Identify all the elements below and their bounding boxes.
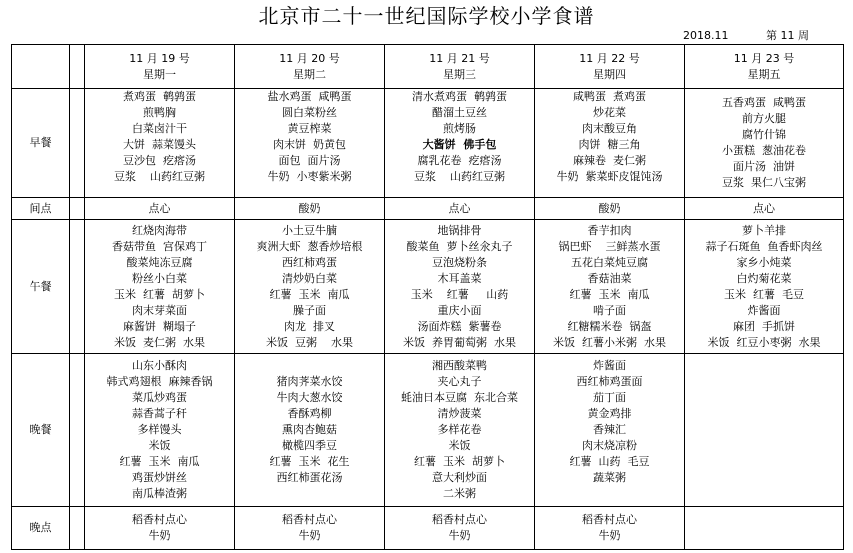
spacer-cell <box>70 198 85 220</box>
dish-item: 腐竹什锦 <box>742 128 786 141</box>
dish-item: 香酥鸡柳 <box>287 407 332 420</box>
dish-item: 稻香村点心 <box>282 513 337 526</box>
dish-item: 豆浆 山药红豆粥 <box>414 170 505 183</box>
dish-item: 肉末烧凉粉 <box>582 439 637 452</box>
dish-item: 地锅排骨 <box>437 223 482 237</box>
dish-item: 清炒奶白菜 <box>282 271 337 285</box>
dish-item: 香芋扣肉 <box>587 223 632 237</box>
dish-item: 咸鸭蛋 煮鸡蛋 <box>573 90 646 103</box>
snack-pm-cell <box>535 507 685 550</box>
dish-item: 猪肉荠菜水饺 <box>276 375 343 388</box>
dish-item: 红薯 玉米 南瓜 <box>569 287 650 301</box>
dish-item: 黄金鸡排 <box>587 407 632 420</box>
dish-item: 红薯 玉米 南瓜 <box>269 287 350 301</box>
dish-item: 二米粥 <box>443 487 476 500</box>
dish-item <box>235 486 384 502</box>
dish-item: 盐水鸡蛋 咸鸭蛋 <box>267 90 352 103</box>
dish-item: 臊子面 <box>293 303 326 317</box>
dish-item: 牛奶 <box>298 529 321 542</box>
dish-item: 红薯 玉米 南瓜 <box>119 455 200 468</box>
page-title: 北京市二十一世纪国际学校小学食谱 <box>258 4 595 28</box>
day-weekday: 星期二 <box>293 67 326 81</box>
dish-item: 红薯 山药 毛豆 <box>569 455 650 468</box>
lunch-cell <box>535 220 685 354</box>
day-date: 11 月 21 号 <box>429 51 490 65</box>
lunch-cell <box>385 220 535 354</box>
dish-item: 茄丁面 <box>593 391 626 404</box>
dish-item: 炸酱面 <box>593 359 626 372</box>
dish-item: 南瓜棒渣粥 <box>132 487 187 500</box>
meal-label-snack-am: 间点 <box>12 198 70 220</box>
meal-label-lunch: 午餐 <box>12 220 70 354</box>
dish-item: 小土豆牛腩 <box>282 223 337 237</box>
dish-item: 麻酱饼 糊塌子 <box>123 319 196 333</box>
dish-item <box>235 358 384 374</box>
day-weekday: 星期四 <box>593 67 626 81</box>
dish-item: 麻团 手抓饼 <box>733 319 795 333</box>
corner-cell <box>12 45 70 89</box>
dish-item: 米饭 <box>448 439 471 452</box>
menu-table <box>11 44 844 550</box>
day-date: 11 月 22 号 <box>579 51 640 65</box>
dish-item: 萝卜羊排 <box>742 223 786 237</box>
snack-pm-cell <box>385 507 535 550</box>
dish-item: 汤面炸糕 紫薯卷 <box>417 319 502 333</box>
breakfast-cell <box>685 89 844 198</box>
lunch-cell <box>685 220 844 354</box>
snack-am-row <box>12 198 844 220</box>
dish-item: 牛肉大葱水饺 <box>276 391 343 404</box>
day-date: 11 月 23 号 <box>733 51 795 65</box>
dish-item: 白灼菊花菜 <box>736 271 792 285</box>
dish-item: 牛奶 小枣紫米粥 <box>267 170 352 183</box>
dish-item: 蒜香蒿子秆 <box>132 407 187 420</box>
dish-item: 玉米 红薯 胡萝卜 <box>114 287 205 301</box>
breakfast-cell <box>85 89 235 198</box>
spacer-cell <box>70 220 85 354</box>
dish-item: 米饭 麦仁粥 水果 <box>114 335 205 349</box>
dish-item: 香菇油菜 <box>587 271 632 285</box>
dish-item: 山东小酥肉 <box>132 359 187 372</box>
dish-item: 湘西酸菜鸭 <box>432 359 487 372</box>
dish-item: 西红柿鸡蛋面 <box>576 375 643 388</box>
dinner-cell <box>85 354 235 507</box>
dish-item: 酸菜炖冻豆腐 <box>126 255 193 269</box>
dish-item: 木耳盖菜 <box>437 271 482 285</box>
dinner-row <box>12 354 844 507</box>
dish-item: 稻香村点心 <box>432 513 487 526</box>
dish-item: 多样馒头 <box>137 423 182 436</box>
dish-item: 红薯 玉米 胡萝卜 <box>414 455 505 468</box>
day-weekday: 星期一 <box>143 67 176 81</box>
dish-item: 锅巴虾 三鲜蒸水蛋 <box>558 239 661 253</box>
dish-item: 肉末饼 奶黄包 <box>273 138 346 151</box>
dish-item: 牛奶 <box>598 529 621 542</box>
dish-item: 鸡蛋炒饼丝 <box>132 471 187 484</box>
dish-item: 多样花卷 <box>437 423 482 436</box>
lunch-cell <box>235 220 385 354</box>
day-header <box>235 45 385 89</box>
dish-item: 豆泡烧粉条 <box>432 255 487 269</box>
breakfast-row <box>12 89 844 198</box>
meal-label-dinner: 晚餐 <box>12 354 70 507</box>
dish-item: 意大利炒面 <box>432 471 487 484</box>
breakfast-cell <box>385 89 535 198</box>
dish-item: 蚝油日本豆腐 东北合菜 <box>401 391 518 404</box>
dish-item: 豆沙包 疙瘩汤 <box>123 154 196 167</box>
dish-item: 前方火腿 <box>742 112 786 125</box>
dish-item: 白菜卤汁干 <box>132 122 187 135</box>
dish-item: 粉丝小白菜 <box>132 271 187 285</box>
dish-item: 牛奶 紫菜虾皮馄饨汤 <box>556 170 663 183</box>
dish-item: 小蛋糕 葱油花卷 <box>722 144 806 157</box>
day-header <box>385 45 535 89</box>
meal-label-breakfast: 早餐 <box>12 89 70 198</box>
dish-item: 香菇带鱼 宫保鸡丁 <box>112 239 207 253</box>
dish-item: 夹心丸子 <box>437 375 482 388</box>
dish-item: 豆浆 果仁八宝粥 <box>722 176 806 189</box>
dish-item: 家乡小炖菜 <box>736 255 792 269</box>
dish-item: 腐乳花卷 疙瘩汤 <box>417 154 502 167</box>
dish-item: 五香鸡蛋 咸鸭蛋 <box>722 96 806 109</box>
dinner-cell <box>235 354 385 507</box>
dish-item: 煎鸭胸 <box>143 106 176 119</box>
dish-item: 米饭 红豆小枣粥 水果 <box>707 335 821 349</box>
dish-item: 肉饼 糖三角 <box>578 138 641 151</box>
snack-pm-cell <box>685 507 844 550</box>
dish-item: 麻辣卷 麦仁粥 <box>573 154 646 167</box>
dish-item: 米饭 豆粥 水果 <box>266 335 353 349</box>
snack-am-cell: 酸奶 <box>235 198 385 220</box>
day-header <box>535 45 685 89</box>
dish-item: 煮鸡蛋 鹌鹑蛋 <box>123 90 196 103</box>
dish-item: 炒花菜 <box>593 106 626 119</box>
dish-item: 牛奶 <box>148 529 171 542</box>
dish-item: 米饭 红薯小米粥 水果 <box>553 335 666 349</box>
day-date: 11 月 19 号 <box>129 51 190 65</box>
dish-item: 大酱饼 佛手包 <box>422 138 497 151</box>
dish-item: 重庆小面 <box>437 303 482 317</box>
dish-item: 爽洲大虾 葱香炒培根 <box>256 239 363 253</box>
dish-item: 面片汤 油饼 <box>733 160 795 173</box>
header-row <box>12 45 844 89</box>
dish-item: 醋溜土豆丝 <box>432 106 487 119</box>
meal-label-snack-pm: 晚点 <box>12 507 70 550</box>
dish-item: 黄豆榨菜 <box>287 122 332 135</box>
snack-am-cell: 点心 <box>685 198 844 220</box>
dinner-cell <box>385 354 535 507</box>
day-header <box>85 45 235 89</box>
dish-item: 蔬菜粥 <box>593 471 626 484</box>
dish-item: 豆浆 山药红豆粥 <box>114 170 205 183</box>
breakfast-cell <box>535 89 685 198</box>
dish-item: 米饭 养胃葡萄粥 水果 <box>403 335 516 349</box>
dish-item: 肉末酸豆角 <box>582 122 637 135</box>
dish-item: 圆白菜粉丝 <box>282 106 337 119</box>
breakfast-cell <box>235 89 385 198</box>
snack-pm-cell <box>85 507 235 550</box>
dish-item: 玉米 红薯 毛豆 <box>724 287 804 301</box>
dish-item: 稻香村点心 <box>582 513 637 526</box>
dish-item: 牛奶 <box>448 529 471 542</box>
snack-am-cell: 酸奶 <box>535 198 685 220</box>
dish-item: 面包 面片汤 <box>278 154 341 167</box>
dish-item: 清水煮鸡蛋 鹌鹑蛋 <box>412 90 507 103</box>
dish-item: 酸菜鱼 萝卜丝氽丸子 <box>406 239 513 253</box>
snack-pm-cell <box>235 507 385 550</box>
dish-item: 肉末芽菜面 <box>132 303 187 317</box>
dish-item: 红薯 玉米 花生 <box>269 455 350 468</box>
dinner-cell <box>535 354 685 507</box>
spacer-cell <box>70 507 85 550</box>
dish-item <box>535 486 684 502</box>
day-weekday: 星期五 <box>747 67 781 81</box>
dish-item: 煎烤肠 <box>443 122 476 135</box>
dish-item: 清炒菠菜 <box>437 407 482 420</box>
dinner-cell <box>685 354 844 507</box>
dish-item: 蒜子石斑鱼 鱼香虾肉丝 <box>705 239 823 253</box>
dish-item: 橄榄四季豆 <box>282 439 337 452</box>
dish-item: 西红柿鸡蛋 <box>282 255 337 269</box>
day-header <box>685 45 844 89</box>
snack-am-cell: 点心 <box>385 198 535 220</box>
dish-item: 香辣汇 <box>593 423 626 436</box>
snack-am-cell: 点心 <box>85 198 235 220</box>
day-date: 11 月 20 号 <box>279 51 340 65</box>
week-number: 第 11 周 <box>766 29 809 42</box>
spacer-cell <box>70 45 85 89</box>
dish-item: 菜瓜炒鸡蛋 <box>132 391 187 404</box>
dish-item: 五花白菜炖豆腐 <box>571 255 648 269</box>
dish-item: 红糖糯米卷 锅盔 <box>567 319 652 333</box>
lunch-cell <box>85 220 235 354</box>
spacer-cell <box>70 354 85 507</box>
dish-item: 大饼 蒜菜馒头 <box>123 138 196 151</box>
dish-item: 玉米 红薯 山药 <box>410 287 509 301</box>
lunch-row <box>12 220 844 354</box>
dish-item: 熏肉杏鲍菇 <box>282 423 337 436</box>
dish-item: 炸酱面 <box>747 303 781 317</box>
dish-item: 稻香村点心 <box>132 513 187 526</box>
dish-item: 肉龙 排叉 <box>284 319 335 333</box>
snack-pm-row <box>12 507 844 550</box>
menu-date: 2018.11 <box>683 29 729 42</box>
day-weekday: 星期三 <box>443 67 476 81</box>
dish-item: 韩式鸡翅根 麻辣香锅 <box>106 375 213 388</box>
dish-item: 红烧肉海带 <box>132 223 187 237</box>
spacer-cell <box>70 89 85 198</box>
dish-item: 西红柿蛋花汤 <box>276 471 343 484</box>
dish-item: 米饭 <box>148 439 171 452</box>
dish-item: 啃子面 <box>593 303 626 317</box>
